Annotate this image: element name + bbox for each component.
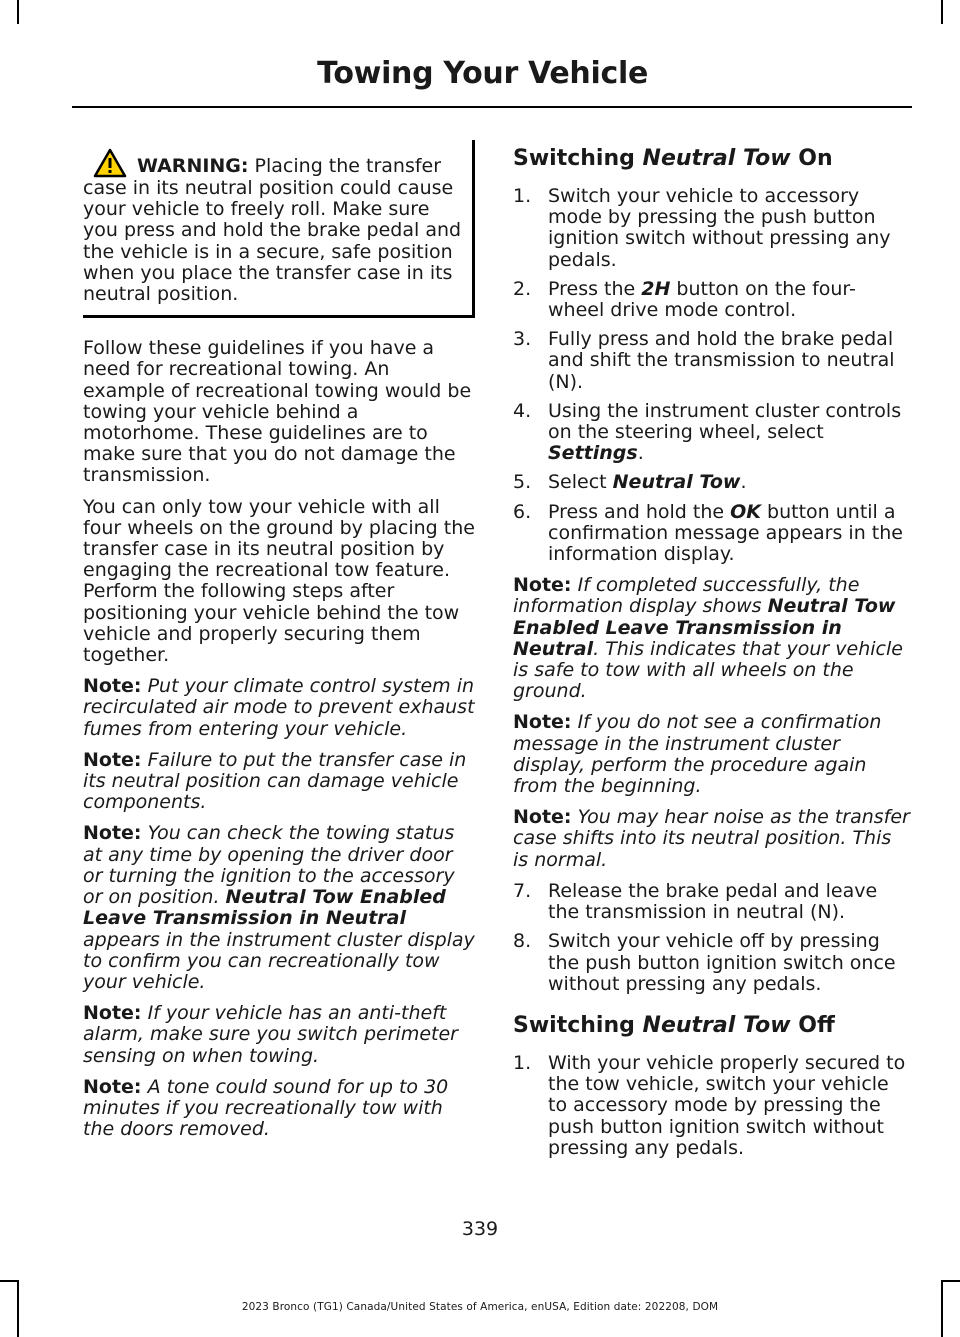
note-emphasis: Neutral Tow Enabled Leave Transmission in Neutral — [83, 886, 446, 930]
list-item — [513, 279, 911, 321]
steps-off-list — [513, 1053, 911, 1159]
list-item — [513, 881, 911, 923]
step-number: 6. — [513, 500, 532, 523]
step-text: button until a confirmation message appears in the information display. — [548, 500, 903, 566]
heading-emphasis: Neutral Tow — [642, 146, 791, 171]
note-towing-status — [83, 823, 475, 993]
step-emphasis: OK — [730, 500, 761, 523]
step-number: 1. — [513, 1051, 532, 1074]
step-emphasis: Neutral Tow — [612, 471, 741, 494]
note-climate — [83, 676, 475, 740]
note-transfer-case — [83, 750, 475, 814]
step-number: 1. — [513, 185, 532, 207]
list-item — [513, 931, 911, 995]
heading-emphasis: Neutral Tow — [642, 1012, 791, 1038]
list-item — [513, 401, 911, 465]
section-heading-neutral-tow-off — [513, 1013, 911, 1039]
step-number: 3. — [513, 328, 532, 351]
note-text: Put your climate control system in recirculated air mode to prevent exhaust fumes from entering your vehicle. — [83, 675, 475, 740]
step-text: Switch your vehicle to accessory mode by pressing the push button ignition switch without pressing any pedals. — [548, 185, 891, 271]
note-text: If you do not see a confirmation message in the instrument cluster display, perform the procedure again from the beginning. — [513, 711, 882, 798]
step-text: Using the instrument cluster controls on the steering wheel, select — [548, 399, 902, 444]
note-label: Note: — [513, 806, 572, 829]
list-item — [513, 1053, 911, 1159]
note-label: Note: — [83, 748, 142, 771]
step-text: . — [740, 471, 747, 494]
crop-mark-top-left-v — [17, 0, 19, 24]
step-number: 7. — [513, 879, 532, 902]
footer-edition-text: 2023 Bronco (TG1) Canada/United States of America, enUSA, Edition date: 202208, DOM — [241, 1301, 719, 1313]
page-number: 339 — [461, 1218, 499, 1240]
step-text: Fully press and hold the brake pedal and shift the transmission to neutral (N). — [548, 328, 895, 393]
note-noise — [513, 807, 911, 871]
section-heading-neutral-tow-on — [513, 146, 911, 172]
note-text: appears in the instrument cluster display to confirm you can recreationally tow your vehicle. — [83, 928, 475, 993]
step-text: Press and hold the — [548, 500, 731, 523]
heading-text: Switching — [513, 1012, 643, 1038]
step-text: Press the — [548, 277, 642, 300]
note-anti-theft — [83, 1003, 475, 1067]
list-item — [513, 329, 911, 393]
step-text: Switch your vehicle off by pressing the push button ignition switch once without pressing any pedals. — [548, 930, 896, 995]
crop-mark-bottom-right-h — [943, 1280, 960, 1282]
note-label: Note: — [513, 574, 572, 597]
warning-box — [83, 140, 475, 318]
header-rule — [72, 106, 912, 108]
warning-text: Placing the transfer case in its neutral position could cause your vehicle to freely roll. Make sure you press and hold the brake pedal and the vehicle is in a secure, safe position when you place the transfer case in its neutral position. — [83, 155, 462, 306]
note-label: Note: — [83, 1002, 142, 1025]
steps-on-list — [513, 186, 911, 565]
step-number: 2. — [513, 277, 532, 300]
step-text: Release the brake pedal and leave the transmission in neutral (N). — [548, 879, 878, 924]
note-emphasis: Neutral Tow Enabled Leave Transmission in Neutral — [513, 595, 896, 660]
note-completed — [513, 575, 911, 702]
crop-mark-bottom-left-h — [0, 1280, 17, 1282]
note-text: You can check the towing status at any time by opening the driver door or turning the ignition to the accessory or on position. — [83, 822, 455, 909]
list-item — [513, 472, 911, 493]
note-text: . This indicates that your vehicle is safe to tow with all wheels on the ground. — [513, 637, 903, 703]
list-item — [513, 502, 911, 566]
list-item — [513, 186, 911, 271]
note-label: Note: — [83, 675, 142, 698]
heading-text: Off — [790, 1012, 835, 1038]
warning-label: WARNING: — [137, 155, 249, 177]
steps-on-list-continued — [513, 881, 911, 995]
step-text: . — [637, 442, 644, 465]
note-label: Note: — [513, 711, 572, 734]
paragraph-guidelines: Follow these guidelines if you have a need for recreational towing. An example of recreational towing would be towing your vehicle behind a motorhome. These guidelines are to make sure that you do not damage the transmission. — [83, 337, 472, 487]
crop-mark-top-right-v — [941, 0, 943, 24]
note-text: If completed successfully, the information display shows — [513, 574, 860, 618]
page-title: Towing Your Vehicle — [317, 56, 648, 91]
step-text: With your vehicle properly secured to the tow vehicle, switch your vehicle to accessory mode by pressing the push button ignition switch without pressing any pedals. — [548, 1051, 906, 1159]
warning-triangle-icon — [93, 148, 127, 178]
note-tone — [83, 1077, 475, 1141]
step-text: Select — [548, 471, 613, 494]
heading-text: On — [790, 146, 833, 171]
note-text: If your vehicle has an anti-theft alarm, make sure you switch perimeter sensing on when towing. — [83, 1002, 458, 1067]
step-number: 5. — [513, 471, 532, 494]
note-no-confirmation — [513, 712, 911, 797]
note-text: A tone could sound for up to 30 minutes if you recreationally tow with the doors removed. — [83, 1075, 449, 1141]
step-number: 4. — [513, 399, 532, 422]
note-label: Note: — [83, 822, 142, 845]
note-text: Failure to put the transfer case in its neutral position can damage vehicle components. — [83, 748, 467, 814]
note-label: Note: — [83, 1075, 142, 1098]
step-emphasis: Settings — [548, 442, 638, 465]
right-column — [513, 140, 911, 1169]
step-emphasis: 2H — [641, 277, 671, 300]
heading-text: Switching — [513, 146, 643, 171]
step-number: 8. — [513, 930, 532, 953]
step-text: button on the four-wheel drive mode control. — [548, 277, 856, 322]
paragraph-tow-procedure: You can only tow your vehicle with all four wheels on the ground by placing the transfer case in its neutral position by engaging the recreational tow feature. Perform the following steps after positioning your vehicle behind the tow vehicle and properly securing them together. — [83, 495, 475, 667]
left-column — [83, 140, 475, 1150]
note-text: You may hear noise as the transfer case shifts into its neutral position. This is normal. — [513, 806, 910, 871]
